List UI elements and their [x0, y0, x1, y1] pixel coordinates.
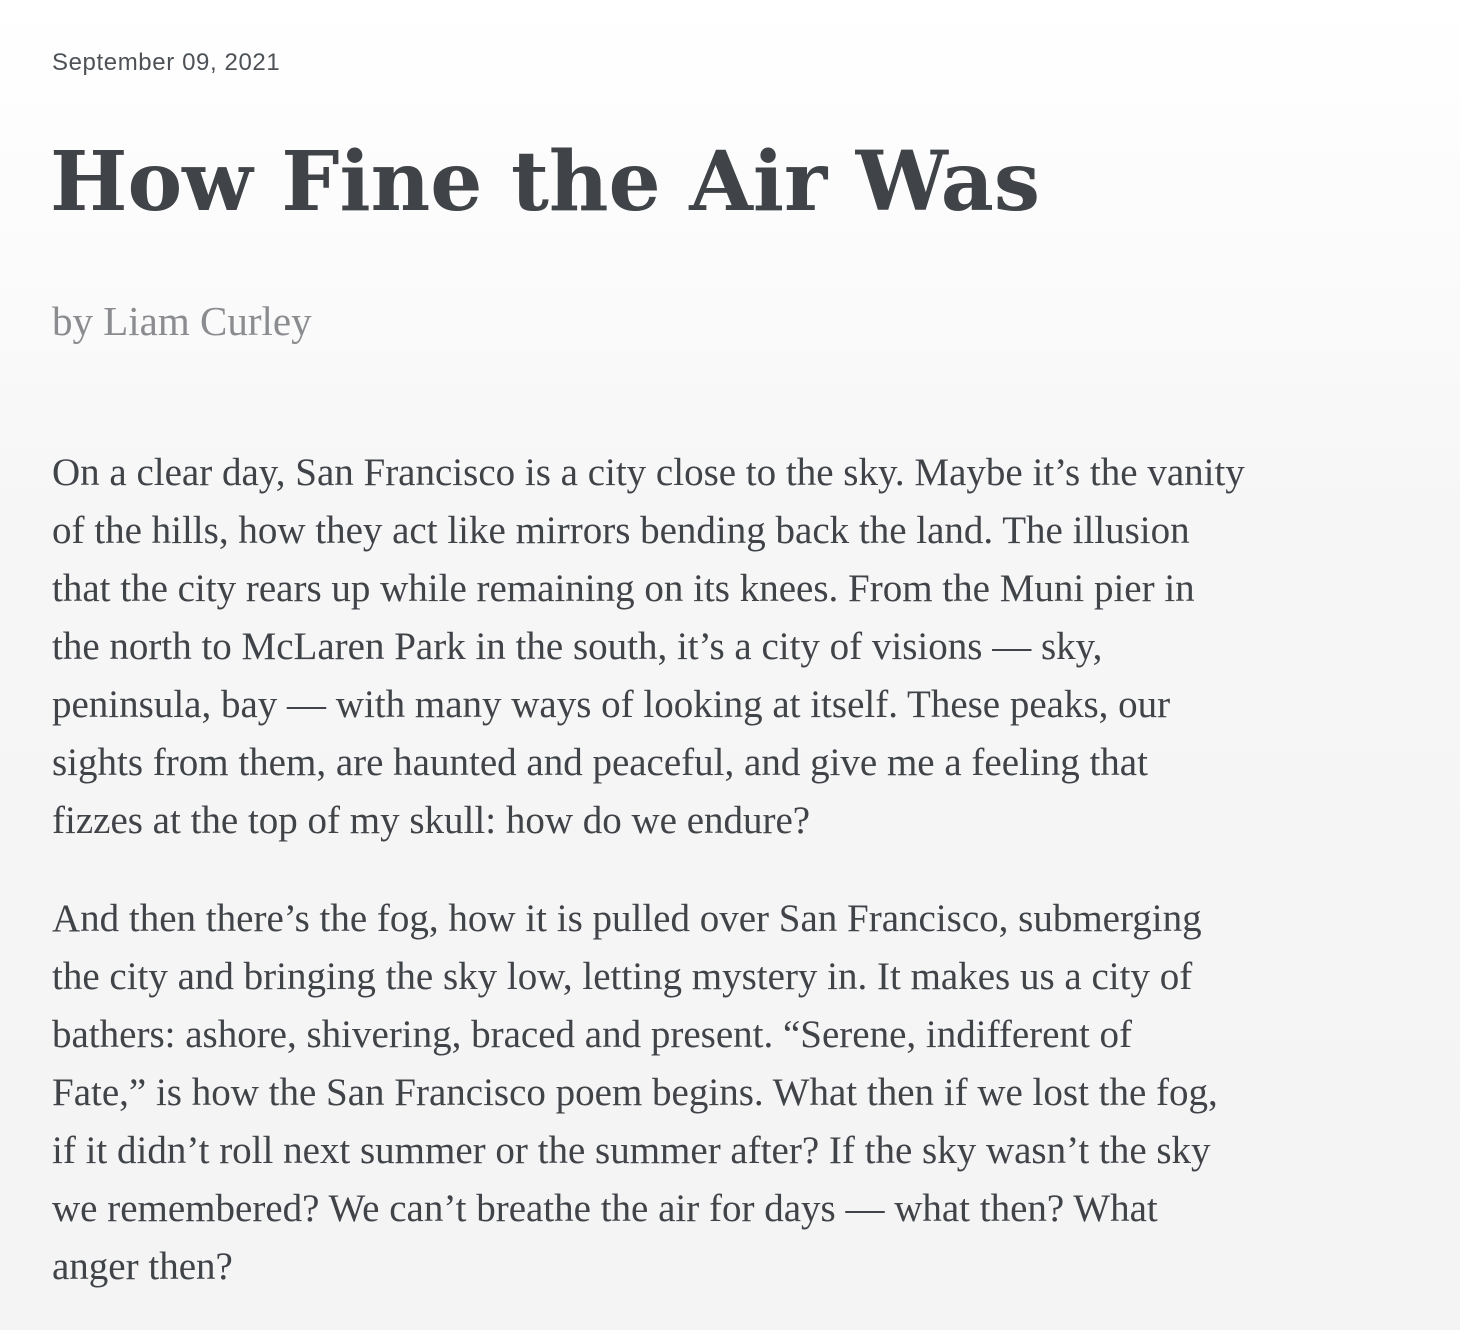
- paragraph-line: sights from them, are haunted and peaceful, and give me a feeling that: [52, 741, 1148, 784]
- paragraph-line: the city and bringing the sky low, letting mystery in. It makes us a city of: [52, 955, 1193, 998]
- article-body: [52, 444, 1432, 1296]
- paragraph-line: anger then?: [52, 1245, 233, 1288]
- paragraph-line: we remembered? We can’t breathe the air for days — what then? What: [52, 1187, 1158, 1230]
- paragraph-line: that the city rears up while remaining on its knees. From the Muni pier in: [52, 567, 1195, 610]
- publish-date: September 09, 2021: [52, 49, 281, 76]
- article-title: How Fine the Air Was: [50, 134, 1041, 230]
- paragraph-2: [52, 890, 1432, 1296]
- author-byline: by Liam Curley: [52, 298, 312, 344]
- paragraph-line: Fate,” is how the San Francisco poem begins. What then if we lost the fog,: [52, 1071, 1218, 1114]
- paragraph-line: bathers: ashore, shivering, braced and present. “Serene, indifferent of: [52, 1013, 1133, 1056]
- paragraph-line: if it didn’t roll next summer or the summer after? If the sky wasn’t the sky: [52, 1129, 1211, 1172]
- paragraph-line: On a clear day, San Francisco is a city close to the sky. Maybe it’s the vanity: [52, 451, 1245, 494]
- paragraph-line: fizzes at the top of my skull: how do we endure?: [52, 799, 811, 842]
- paragraph-1: [52, 444, 1432, 850]
- paragraph-line: of the hills, how they act like mirrors bending back the land. The illusion: [52, 509, 1190, 552]
- paragraph-line: And then there’s the fog, how it is pulled over San Francisco, submerging: [52, 897, 1202, 940]
- paragraph-line: peninsula, bay — with many ways of looking at itself. These peaks, our: [52, 683, 1171, 726]
- paragraph-line: the north to McLaren Park in the south, it’s a city of visions — sky,: [52, 625, 1103, 668]
